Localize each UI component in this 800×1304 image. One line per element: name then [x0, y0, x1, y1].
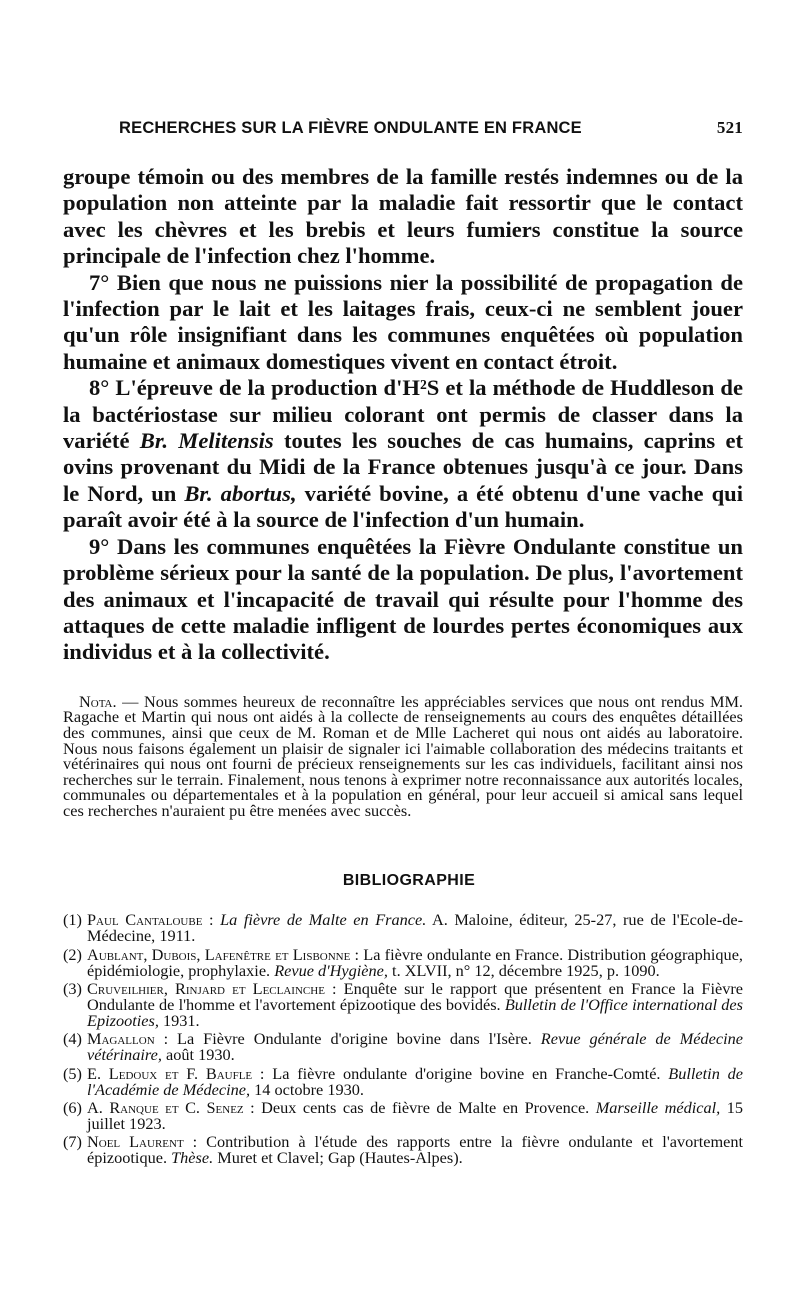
entry-authors: E. Ledoux et F. Baufle : — [87, 1063, 265, 1083]
bibliography-entry — [63, 1063, 743, 1099]
entry-number: (6) — [63, 1097, 82, 1117]
bibliography-entry — [63, 1097, 744, 1133]
entry-number: (1) — [63, 910, 82, 930]
bibliography-list — [63, 912, 743, 1166]
entry-text — [87, 1063, 743, 1099]
paragraph-8-text-b: toutes les souches de cas humains, caprins et ovins provenant du Midi de la France obtenues jusqu'à ce jour. Dans le Nord, un — [63, 428, 743, 506]
entry-pre: La Fièvre Ondulante d'origine bovine dans l'Isère. — [168, 1029, 541, 1049]
paragraph-9: 9° Dans les communes enquêtées la Fièvre Ondulante constitue un problème sérieux pour la santé de la population. De plus, l'avortement des animaux et l'incapacité de travail qui résulte pour l'homme des attaques de cette maladie infligent de lourdes pertes économiques aux individus et à la collectivité. — [63, 533, 743, 665]
entry-number: (5) — [63, 1063, 82, 1083]
entry-rest: t. XLVII, n° 12, décembre 1925, p. 1090. — [387, 960, 660, 980]
entry-rest: A. Maloine, éditeur, 25-27, rue de l'Ecole-de-Médecine, 1911. — [87, 910, 743, 946]
entry-authors: Cruveilhier, Rinjard et Leclainche : — [87, 979, 337, 999]
entry-number: (4) — [63, 1029, 82, 1049]
entry-number: (3) — [63, 979, 82, 999]
paragraph-7: 7° Bien que nous ne puissions nier la possibilité de propagation de l'infection par le lait et les laitages frais, ceux-ci ne semblent jouer qu'un rôle insignifiant dans les communes enquêtées où population humaine et animaux domestiques vivent en contact étroit. — [63, 269, 743, 374]
entry-pre: La fièvre ondulante en France. Distribution géographique, épidémiologie, prophylaxie. — [87, 944, 743, 980]
entry-pre: Deux cents cas de fièvre de Malte en Provence. — [254, 1097, 596, 1117]
entry-rest: Muret et Clavel; Gap (Hautes-Alpes). — [213, 1148, 463, 1168]
bibliography-entry — [63, 944, 743, 980]
page-number: 521 — [716, 118, 743, 137]
entry-rest: 14 octobre 1930. — [250, 1079, 364, 1099]
entry-authors: Noel Laurent : — [87, 1132, 198, 1152]
nota-note — [63, 691, 743, 820]
paragraph-8-text-a: 8° L'épreuve de la production d'H²S et la méthode de Huddleson de la bactériostase sur milieu colorant ont permis de classer dans la variété — [63, 375, 743, 454]
entry-authors: A. Ranque et C. Senez : — [87, 1097, 255, 1117]
entry-pre: Enquête sur le rapport que présentent en France la Fièvre Ondulante de l'homme et l'avortement épizootique des bovidés. — [87, 979, 744, 1014]
nota-text: — Nous sommes heureux de reconnaître les appréciables services que nous ont rendus MM. Ragache et Martin qui nous ont aidés à la collecte de renseignements au cours des enquêtes détaillées des communes, ainsi que ceux de M. Roman et de Mlle Lacheret qui nous ont aidés au laboratoire. Nous nous faisons également un plaisir de signaler ici l'aimable collaboration des médecins traitants et vétérinaires qui nous ont fourni de précieux renseignements sur les cas individuels, facilitant ainsi nos recherches sur le terrain. Finalement, nous tenons à exprimer notre reconnaissance aux autorités locales, communales ou départementales et à la population en général, pour leur accueil si amical sans lequel ces recherches n'auraient pu être menées avec succès. — [63, 691, 743, 820]
entry-number: (7) — [63, 1132, 82, 1152]
species-abortus: Br. abortus, — [184, 480, 297, 506]
entry-pre: Contribution à l'étude des rapports entre la fièvre ondulante et l'avortement épizootique. — [87, 1132, 743, 1168]
bibliography-entry — [63, 1031, 743, 1063]
entry-authors: Magallon : — [87, 1029, 169, 1049]
entry-title: Thèse. — [171, 1148, 214, 1168]
entry-title: Revue générale de Médecine vétérinaire, — [87, 1029, 744, 1065]
entry-text — [87, 981, 743, 1029]
running-title: RECHERCHES SUR LA FIÈVRE ONDULANTE EN FRANCE — [119, 119, 582, 137]
paragraph-1: groupe témoin ou des membres de la famille restés indemnes ou de la population non atteinte par la maladie fait ressortir que le contact avec les chèvres et les brebis et leurs fumiers constitue la source principale de l'infection chez l'homme. — [63, 164, 743, 269]
paragraph-8-text-c: variété bovine, a été obtenu d'une vache qui paraît avoir été à la source de l'infection d'un humain. — [63, 480, 743, 533]
entry-title: Revue d'Hygiène, — [274, 960, 388, 980]
entry-authors: Aublant, Dubois, Lafenêtre et Lisbonne : — [87, 944, 360, 964]
entry-title: Bulletin de l'Office international des Epizooties, — [87, 995, 743, 1030]
nota-label: Nota. — [79, 691, 117, 711]
entry-rest: août 1930. — [161, 1045, 235, 1065]
entry-rest: 15 juillet 1923. — [87, 1097, 744, 1133]
entry-text — [87, 1134, 743, 1166]
bibliography-entry — [63, 912, 743, 944]
entry-title: Marseille médical, — [595, 1097, 721, 1117]
paragraph-8 — [63, 375, 743, 533]
species-melitensis: Br. Melitensis — [139, 428, 274, 454]
entry-rest: 1931. — [158, 1010, 200, 1030]
bibliography-entry — [63, 981, 743, 1029]
entry-title: La fièvre de Malte en France. — [220, 910, 427, 930]
running-head — [119, 118, 743, 138]
entry-pre: La fièvre ondulante d'origine bovine en Franche-Comté. — [264, 1063, 669, 1083]
entry-text — [87, 944, 743, 980]
entry-text — [87, 1031, 743, 1063]
entry-authors: Paul Cantaloube : — [87, 910, 214, 930]
entry-number: (2) — [63, 944, 82, 964]
bibliography-title: BIBLIOGRAPHIE — [342, 872, 476, 890]
body-text — [63, 164, 743, 666]
entry-text — [87, 1097, 744, 1133]
page — [63, 118, 743, 1169]
entry-text — [87, 912, 743, 944]
entry-title: Bulletin de l'Académie de Médecine, — [87, 1063, 743, 1099]
bibliography-entry — [63, 1134, 743, 1166]
